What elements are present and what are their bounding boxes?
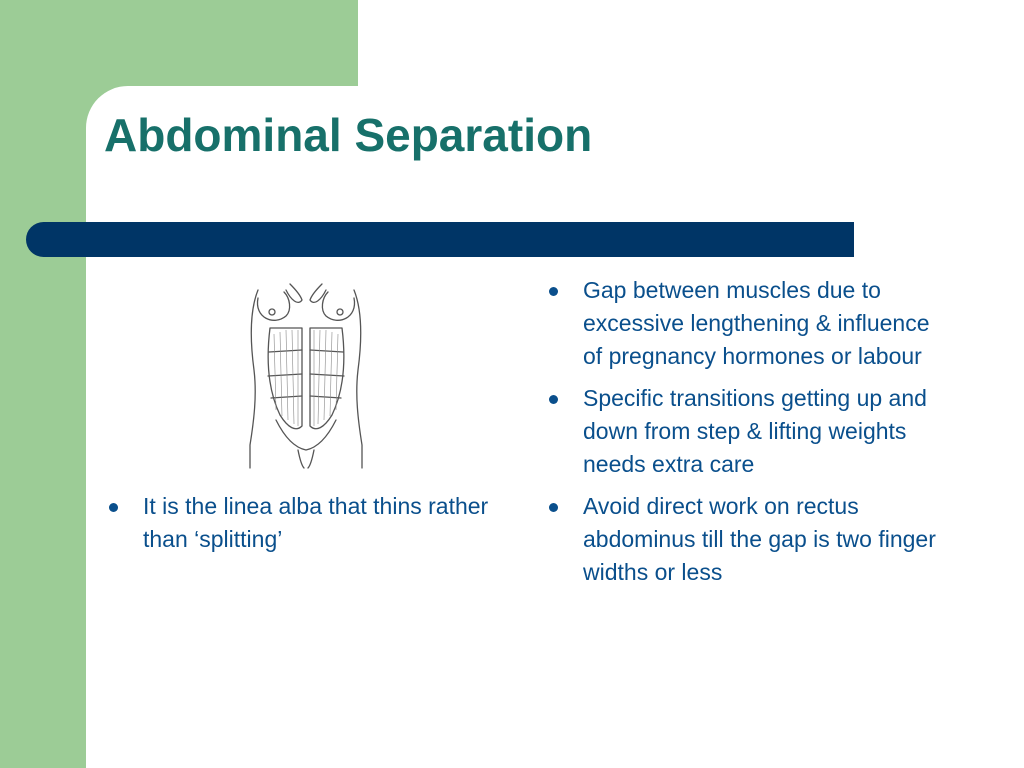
list-item: Avoid direct work on rectus abdominus till the gap is two finger widths or less: [545, 490, 945, 589]
right-bullet-list: [545, 274, 945, 598]
list-item: It is the linea alba that thins rather than ‘splitting’: [105, 490, 505, 556]
list-item: Specific transitions getting up and down from step & lifting weights needs extra care: [545, 382, 945, 481]
title-underline-bar: [26, 222, 854, 257]
left-bullet-list: [105, 490, 505, 565]
list-item: Gap between muscles due to excessive lengthening & influence of pregnancy hormones or labour: [545, 274, 945, 373]
slide-title: Abdominal Separation: [104, 109, 593, 161]
abdominal-separation-drawing: [236, 270, 374, 470]
